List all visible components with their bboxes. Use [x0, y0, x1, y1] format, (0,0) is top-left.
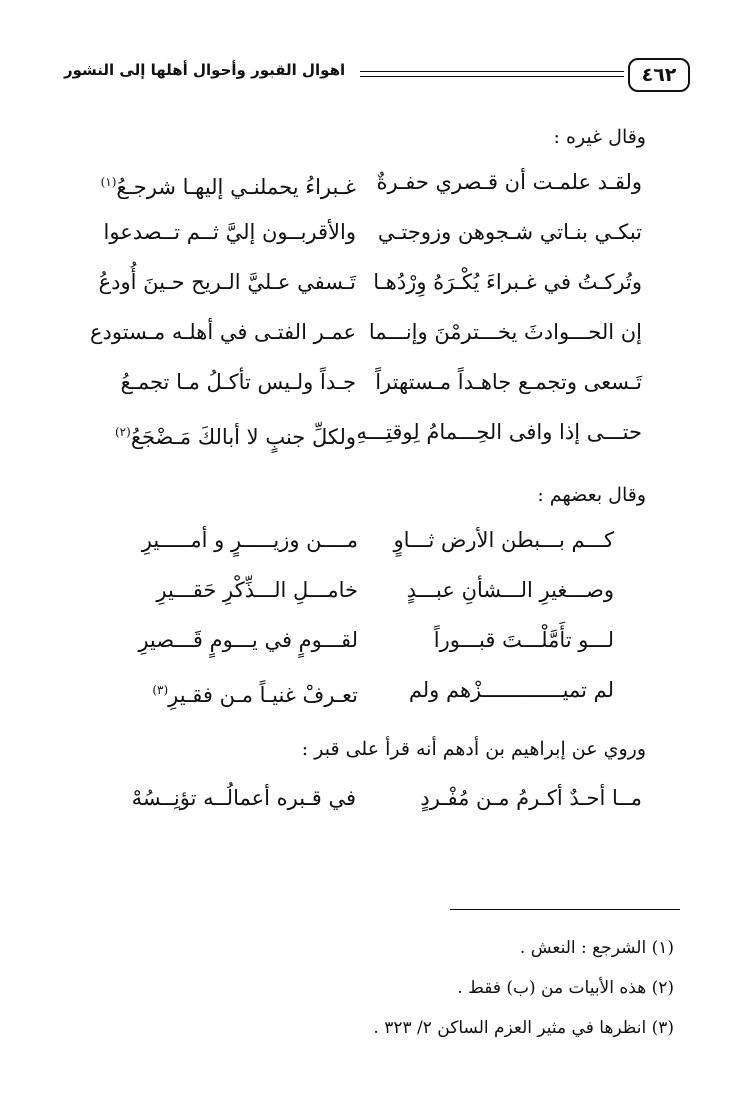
second-hemistich: مــــن وزيـــــرٍ و أمـــــيرِ: [141, 528, 358, 552]
first-hemistich: وتُركـتُ في غـبراءَ يُكْـرَهُ وِرْدُهـا: [373, 270, 642, 294]
verse-line: [0, 162, 754, 202]
section-intro: وقال غيره :: [553, 126, 646, 148]
verse-line: [0, 412, 754, 452]
second-hemistich: عمـر الفتـى في أهلـه مـستودع: [90, 320, 356, 344]
page-number: ٤٦٢: [628, 58, 690, 92]
first-hemistich: ولقـد علمـت أن قـصري حفـرةٌ: [376, 170, 642, 194]
second-hemistich-text: تعـرفْ غنيـاً مـن فقـيرِ: [168, 683, 358, 707]
verse-line: [0, 570, 754, 610]
first-hemistich: لـــو تأَمَّلْـــتَ قبـــوراً: [433, 628, 614, 652]
running-header: [64, 52, 690, 96]
verse-line: [0, 262, 754, 302]
first-hemistich: مــا أحـدٌ أكـرمُ مـن مُفْـردٍ: [420, 786, 642, 810]
first-hemistich: حتـــى إذا وافى الحِـــمامُ لِوقتِـــهِ: [356, 420, 642, 444]
footnote-marker: (٢): [114, 425, 131, 439]
section-intro: وروي عن إبراهيم بن أدهم أنه قرأ على قبر :: [301, 738, 646, 760]
second-hemistich: لقـــومٍ في يـــومٍ قَـــصيرِ: [138, 628, 358, 652]
verse-line: [0, 520, 754, 560]
footnote: (٢) هذه الأبيات من (ب) فقط .: [457, 978, 674, 998]
footnote: (٣) انظرها في مثير العزم الساكن ٢/ ٣٢٣ .: [373, 1018, 674, 1038]
verse-line: [0, 670, 754, 710]
second-hemistich: [128, 670, 358, 715]
second-hemistich: تَـسفي عـليَّ الـريح حـينَ أُودعُ: [98, 270, 356, 294]
running-title: اهوال القبور وأحوال أهلها إلى النشور: [64, 61, 346, 79]
header-rule: [360, 71, 624, 72]
second-hemistich: والأقربــون إليَّ ثــم تــصدعوا: [103, 220, 356, 244]
second-hemistich: جـداً ولـيس تأكـلُ مـا تجمـعُ: [120, 370, 356, 394]
first-hemistich: إن الحـــوادثَ يخـــترمْنَ وإنـــما: [368, 320, 642, 344]
header-rule: [360, 76, 624, 77]
first-hemistich: كـــم بـــبطن الأرض ثـــاوٍ: [393, 528, 614, 552]
footnote-marker: (١): [100, 175, 117, 189]
first-hemistich: لم تميـــــــــــــزْهم ولم: [408, 678, 614, 702]
footnote-marker: (٣): [152, 683, 169, 697]
second-hemistich: خامـــلِ الـــذِّكْرِ حَقـــيرِ: [156, 578, 358, 602]
verse-line: [0, 312, 754, 352]
section-intro: وقال بعضهم :: [537, 484, 646, 506]
verse-line: [0, 362, 754, 402]
first-hemistich: تبكـي بنـاتي شـجوهن وزوجتـي: [377, 220, 642, 244]
verse-line: [0, 212, 754, 252]
first-hemistich: وصـــغيرِ الـــشأنِ عبـــدٍ: [406, 578, 614, 602]
second-hemistich: في قـبره أعمالُــه تؤنِــسُهْ: [131, 786, 356, 810]
footnote: (١) الشرجع : النعش .: [519, 938, 674, 958]
second-hemistich: [96, 412, 356, 457]
first-hemistich: تَـسعى وتجمـع جاهـداً مـستهتراً: [375, 370, 642, 394]
second-hemistich-text: غـبراءُ يحملنـي إليهـا شرجـعُ: [116, 175, 356, 199]
footnote-separator: [450, 909, 680, 910]
verse-line: [0, 778, 754, 818]
footnotes: [74, 928, 674, 1048]
verse-line: [0, 620, 754, 660]
second-hemistich: [96, 162, 356, 207]
second-hemistich-text: ولكلِّ جنبٍ لا أبالكَ مَـضْجَعُ: [130, 425, 356, 449]
